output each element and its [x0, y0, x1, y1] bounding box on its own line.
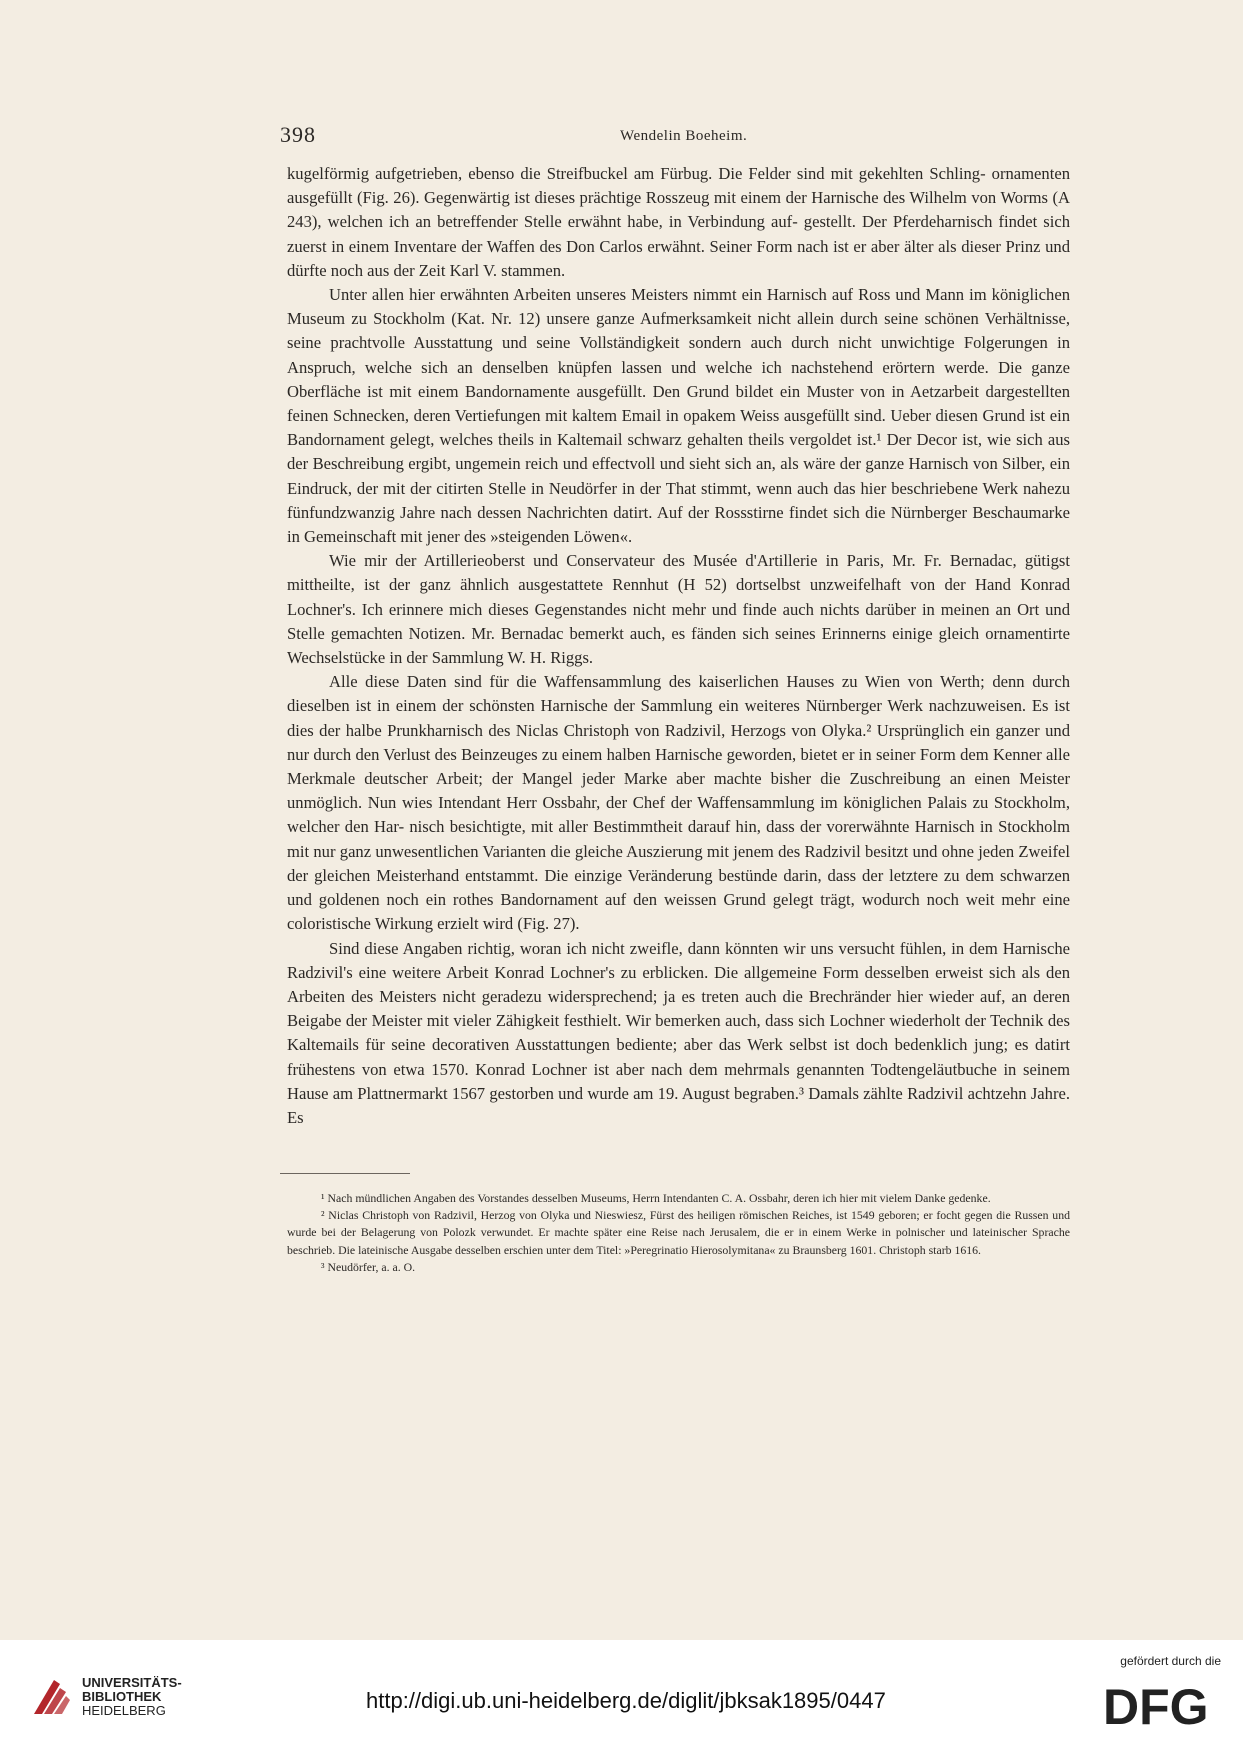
paragraph-3: Wie mir der Artillerieoberst und Conservateur des Musée d'Artillerie in Paris, Mr. Fr. Bernadac, gütigst mittheilte, ist der ganz ähnlich ausgestattete Rennhut (H 52) dortselbst unzweifelhaft von der Hand Konrad Lochner's. Ich erinnere mich dieses Gegenstandes nicht mehr und finde auch nichts darüber in meinen an Ort und Stelle gemachten Notizen. Mr. Bernadac bemerkt auch, es fänden sich seines Erinnerns einige gleich ornamentirte Wechselstücke in der Sammlung W. H. Riggs. — [287, 551, 1070, 668]
footnote-1: ¹ Nach mündlichen Angaben des Vorstandes desselben Museums, Herrn Intendanten C. A. Ossbahr, deren ich hier mit vielem Danke gedenke. — [321, 1191, 991, 1205]
university-library-logo-icon — [30, 1676, 72, 1718]
dfg-logo-icon — [1103, 1680, 1221, 1730]
library-name — [82, 1676, 182, 1718]
digitization-footer — [0, 1640, 1243, 1748]
running-head: Wendelin Boeheim. — [620, 128, 748, 144]
footnotes — [287, 1190, 1070, 1276]
footnote-rule — [280, 1173, 410, 1174]
body-text — [287, 162, 1070, 1130]
dfg-logo-text: DFG — [1103, 1680, 1209, 1730]
library-name-line-3: HEIDELBERG — [82, 1703, 166, 1718]
paragraph-1: kugelförmig aufgetrieben, ebenso die Streifbuckel am Fürbug. Die Felder sind mit gekehlten Schling- ornamenten ausgefüllt (Fig. 26). Gegenwärtig ist dieses prächtige Rosszeug mit einem der Harnische des Wilhelm von Worms (A 243), welchen ich an betreffender Stelle erwähnt habe, in Verbindung auf- gestellt. Der Pferdeharnisch findet sich zuerst in einem Inventare der Waffen des Don Carlos erwähnt. Seiner Form nach ist er aber älter als dieser Prinz und dürfte noch aus der Zeit Karl V. stammen. — [287, 164, 1070, 280]
library-name-line-2: BIBLIOTHEK — [82, 1689, 162, 1704]
paragraph-2: Unter allen hier erwähnten Arbeiten unseres Meisters nimmt ein Harnisch auf Ross und Mann im königlichen Museum zu Stockholm (Kat. Nr. 12) unsere ganze Aufmerksamkeit nicht allein durch seine schönen Verhältnisse, seine prachtvolle Ausstattung und seine Vollständigkeit sondern auch durch nicht unwichtige Folgerungen in Anspruch, welche sich an denselben knüpfen lassen und welche ich nachstehend erörtern werde. Die ganze Oberfläche ist mit einem Bandornamente ausgefüllt. Den Grund bildet ein Muster von in Aetzarbeit dargestellten feinen Schnecken, deren Vertiefungen mit kaltem Email in opakem Weiss ausgefüllt sind. Ueber diesen Grund ist ein Bandornament gelegt, welches theils in Kaltemail schwarz gehalten theils vergoldet ist.¹ Der Decor ist, wie sich aus der Beschreibung ergibt, ungemein reich und effectvoll und sieht sich an, als wäre der ganze Harnisch von Silber, ein Eindruck, der mit der citirten Stelle in Neudörfer in der That stimmt, wenn auch das hier beschriebene Werk nahezu fünfundzwanzig Jahre nach dessen Nachrichten datirt. Auf der Rossstirne findet sich die Nürnberger Beschaumarke in Gemeinschaft mit jener des »steigenden Löwen«. — [287, 285, 1070, 547]
paragraph-4: Alle diese Daten sind für die Waffensammlung des kaiserlichen Hauses zu Wien von Werth; denn durch dieselben ist in einem der schönsten Harnische der Sammlung ein weiteres Nürnberger Werk nachzuweisen. Es ist dies der halbe Prunkharnisch des Niclas Christoph von Radzivil, Herzogs von Olyka.² Ursprünglich ein ganzer und nur durch den Verlust des Beinzeuges zu einem halben Harnische geworden, bietet er in seiner Form dem Kenner alle Merkmale deutscher Arbeit; der Mangel jeder Marke aber machte bisher die Zuschreibung an einen Meister unmöglich. Nun wies Intendant Herr Ossbahr, der Chef der Waffensammlung im königlichen Palais zu Stockholm, welcher den Har- nisch besichtigte, mit aller Bestimmtheit darauf hin, dass der vorerwähnte Harnisch in Stockholm mit nur ganz unwesentlichen Varianten die gleiche Auszierung mit jenem des Radzivil besitzt und ohne jeden Zweifel der gleichen Meisterhand entstammt. Die einzige Veränderung bestünde darin, dass der letztere zu dem schwarzen und goldenen noch ein rothes Bandornament auf den weissen Grund gelegt trägt, wodurch noch weit mehr eine coloristische Wirkung erzielt wird (Fig. 27). — [287, 672, 1070, 934]
library-name-line-1: UNIVERSITÄTS- — [82, 1675, 182, 1690]
footnote-3: ³ Neudörfer, a. a. O. — [321, 1259, 416, 1274]
page-number: 398 — [280, 122, 316, 147]
footnote-2: ² Niclas Christoph von Radzivil, Herzog von Olyka und Nieswiesz, Fürst des heiligen römischen Reiches, ist 1549 geboren; er focht gegen die Russen und wurde bei der Belagerung von Polozk verwundet. Er machte später eine Reise nach Jerusalem, die er in einem Werke in polnischer und lateinischer Sprache beschrieb. Die lateinische Ausgabe desselben erschien unter dem Titel: »Peregrinatio Hierosolymitana« zu Braunsberg 1601. Christoph starb 1616. — [287, 1208, 1070, 1257]
document-url-link[interactable]: http://digi.ub.uni-heidelberg.de/diglit/jbksak1895/0447 — [366, 1688, 886, 1713]
paragraph-5: Sind diese Angaben richtig, woran ich nicht zweifle, dann könnten wir uns versucht fühlen, in dem Harnische Radzivil's eine weitere Arbeit Konrad Lochner's zu erblicken. Die allgemeine Form desselben erweist sich als den Arbeiten des Meisters nicht geradezu widersprechend; ja es treten auch die Brechränder hier wieder auf, an deren Beigabe der Meister mit vieler Zähigkeit festhielt. Wir bemerken auch, dass sich Lochner wiederholt der Technik des Kaltemails für seine decorativen Ausstattungen bediente; aber das Werk selbst ist doch bedenklich jung; es datirt frühestens von etwa 1570. Konrad Lochner ist aber nach dem mehrmals genannten Todtengeläutbuche in seinem Hause am Plattnermarkt 1567 gestorben und wurde am 19. August begraben.³ Damals zählte Radzivil achtzehn Jahre. Es — [287, 938, 1070, 1127]
funded-by-label: gefördert durch die — [1120, 1654, 1221, 1668]
page-header — [280, 122, 1080, 152]
